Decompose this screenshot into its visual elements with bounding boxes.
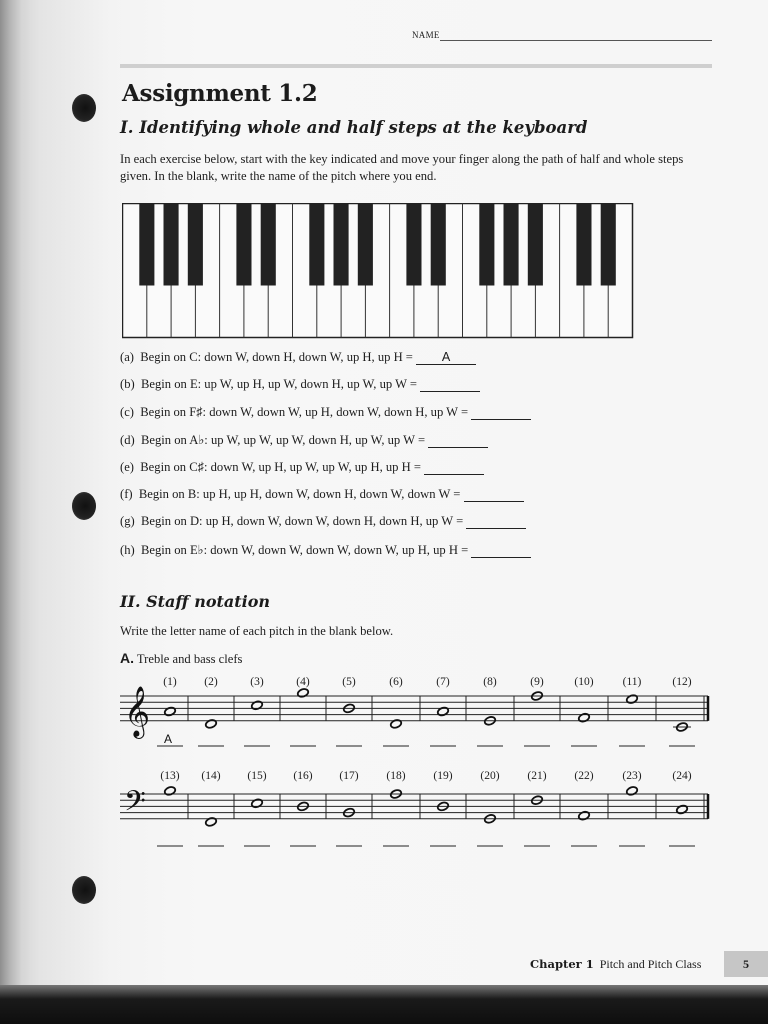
note-number-label: (21) xyxy=(527,770,547,782)
page-footer: Chapter 1 Pitch and Pitch Class xyxy=(530,957,702,971)
black-key xyxy=(479,204,494,286)
exercise-item: (b) Begin on E: up W, up H, up W, down H, up W, up W = xyxy=(120,377,480,392)
note-number-label: (23) xyxy=(622,770,642,782)
note-number-label: (2) xyxy=(204,676,218,688)
note-number-label: (22) xyxy=(574,770,594,782)
note-number-label: (3) xyxy=(250,676,264,688)
whole-note xyxy=(205,719,218,729)
note-number-label: (11) xyxy=(622,676,642,688)
instructions-text: Write the letter name of each pitch in the blank below. xyxy=(120,624,394,638)
answer-blank[interactable] xyxy=(471,405,531,420)
exercise-item: (e) Begin on C♯: down W, up H, up W, up W, up H, up H = xyxy=(120,460,484,475)
whole-note xyxy=(437,706,450,716)
exercise-item: (f) Begin on B: up H, up H, down W, down H, down W, down W = xyxy=(120,487,524,502)
black-key xyxy=(261,204,276,286)
whole-note xyxy=(297,688,310,698)
note-number-label: (13) xyxy=(160,770,180,782)
clef-symbol: 𝄞 xyxy=(124,686,151,737)
black-key xyxy=(334,204,349,286)
answer-blank[interactable] xyxy=(428,433,488,448)
clef-symbol: 𝄢 xyxy=(124,785,146,825)
whole-note xyxy=(578,712,591,722)
black-key xyxy=(164,204,179,286)
whole-note xyxy=(164,786,177,796)
scan-edge xyxy=(0,985,768,1024)
note-number-label: (15) xyxy=(247,770,267,782)
black-key xyxy=(236,204,251,286)
note-number-label: (14) xyxy=(201,770,221,782)
answer-blank[interactable] xyxy=(471,543,531,558)
whole-note xyxy=(626,786,639,796)
answer-blank[interactable] xyxy=(420,377,480,392)
answer-blank[interactable]: A xyxy=(416,350,476,365)
black-key xyxy=(601,204,616,286)
answer-blank[interactable] xyxy=(424,460,484,475)
instructions-text: In each exercise below, start with the key indicated and move your finger along the path of half and whole steps given. In the blank, write the name of the pitch where you end. xyxy=(120,152,684,183)
note-number-label: (1) xyxy=(163,676,177,688)
black-key xyxy=(309,204,324,286)
exercise-item: (h) Begin on E♭: down W, down W, down W, down W, up H, up H = xyxy=(120,542,531,558)
answer-text: A xyxy=(163,732,173,746)
exercise-item: (a) Begin on C: down W, down H, down W, up H, up H = A xyxy=(120,350,476,365)
black-key xyxy=(576,204,591,286)
note-number-label: (16) xyxy=(293,770,313,782)
exercise-item: (g) Begin on D: up H, down W, down W, down H, down H, up W = xyxy=(120,514,526,529)
answer-blank[interactable] xyxy=(464,487,524,502)
whole-note xyxy=(578,810,591,820)
note-number-label: (20) xyxy=(480,770,500,782)
note-number-label: (4) xyxy=(296,676,310,688)
name-label: NAME xyxy=(412,30,440,40)
note-number-label: (12) xyxy=(672,676,692,688)
section-heading: II. Staff notation xyxy=(120,592,271,611)
exercise-item: (c) Begin on F♯: down W, down W, up H, down W, down H, up W = xyxy=(120,405,531,420)
whole-note xyxy=(626,694,639,704)
whole-note xyxy=(205,817,218,827)
whole-note xyxy=(251,700,264,710)
note-number-label: (24) xyxy=(672,770,692,782)
piano-keyboard xyxy=(122,203,634,339)
note-number-label: (9) xyxy=(530,676,544,688)
page-number: 5 xyxy=(724,951,768,977)
section-heading: I. Identifying whole and half steps at the keyboard xyxy=(120,118,588,137)
page-title: Assignment 1.2 xyxy=(122,80,318,107)
note-number-label: (6) xyxy=(389,676,403,688)
whole-note xyxy=(390,719,403,729)
binding-shadow xyxy=(0,0,30,1024)
black-key xyxy=(504,204,519,286)
black-key xyxy=(528,204,543,286)
subsection-label: A. Treble and bass clefs xyxy=(120,650,243,666)
punch-hole xyxy=(72,876,96,904)
name-field-line[interactable] xyxy=(440,40,712,41)
punch-hole xyxy=(72,492,96,520)
black-key xyxy=(139,204,154,286)
note-number-label: (10) xyxy=(574,676,594,688)
note-number-label: (7) xyxy=(436,676,450,688)
staff-notation xyxy=(110,668,720,868)
note-number-label: (5) xyxy=(342,676,356,688)
note-number-label: (19) xyxy=(433,770,453,782)
black-key xyxy=(358,204,373,286)
exercise-item: (d) Begin on A♭: up W, up W, up W, down H, up W, up W = xyxy=(120,432,488,448)
black-key xyxy=(188,204,203,286)
black-key xyxy=(406,204,421,286)
black-key xyxy=(431,204,446,286)
note-number-label: (18) xyxy=(386,770,406,782)
punch-hole xyxy=(72,94,96,122)
whole-note xyxy=(164,706,177,716)
whole-note xyxy=(251,798,264,808)
note-number-label: (17) xyxy=(339,770,359,782)
note-number-label: (8) xyxy=(483,676,497,688)
answer-blank[interactable] xyxy=(466,514,526,529)
whole-note xyxy=(676,804,689,814)
header-rule xyxy=(120,64,712,68)
